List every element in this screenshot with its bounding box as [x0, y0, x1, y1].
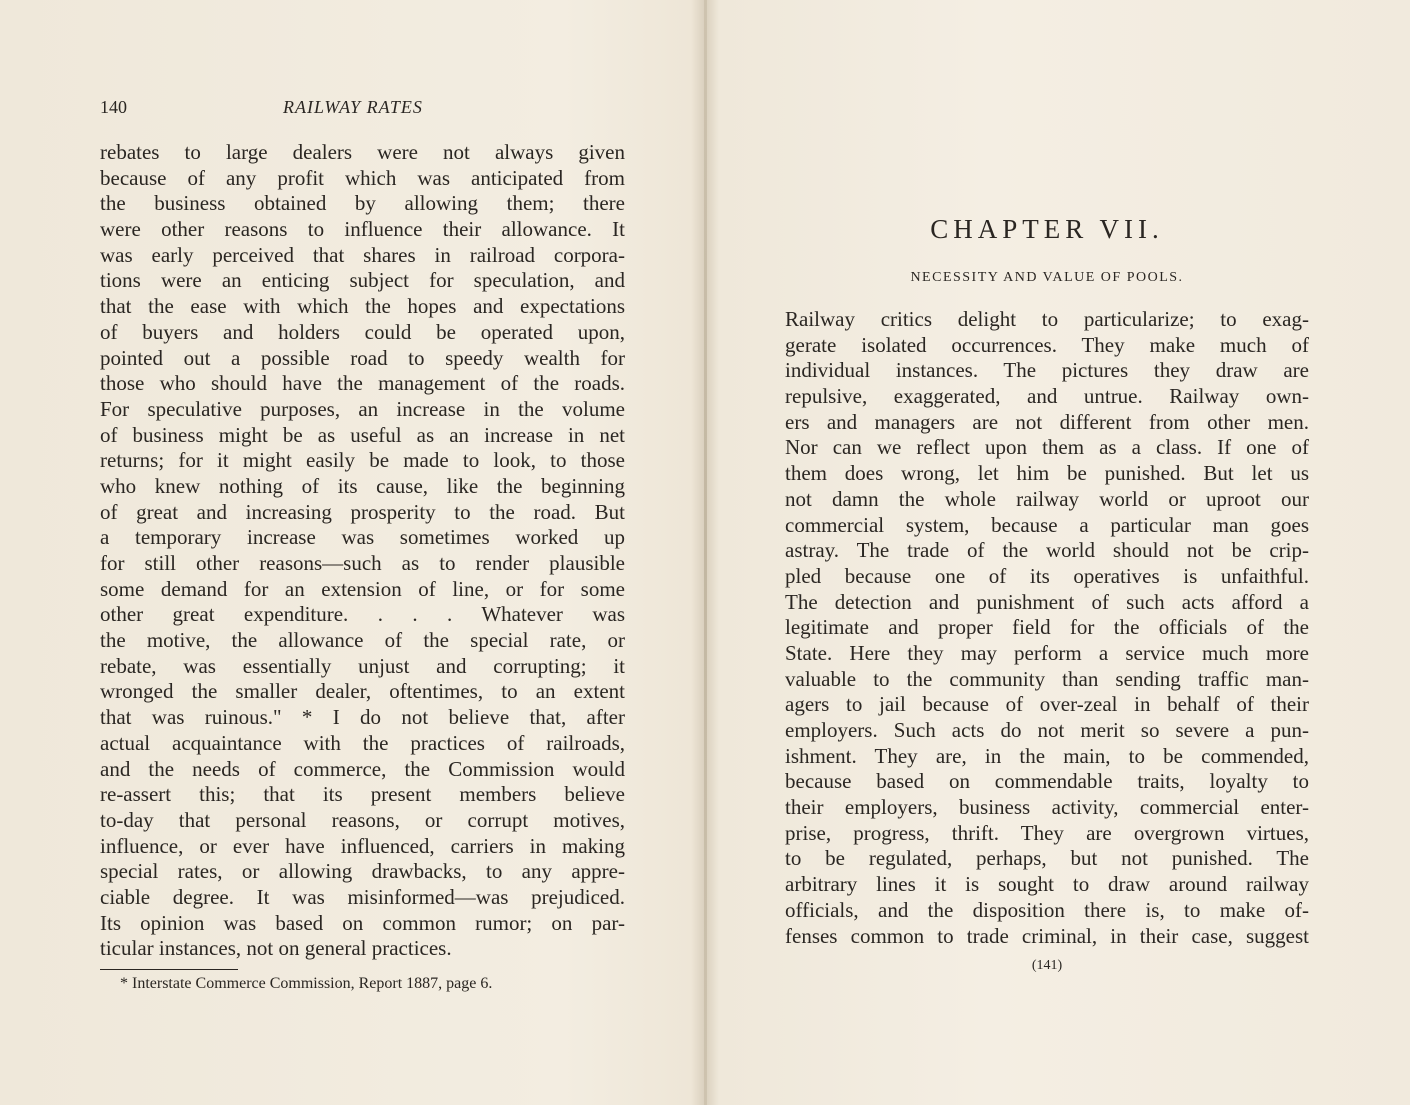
text-line: because of any profit which was anticipated from	[100, 165, 625, 190]
text-line: a temporary increase was sometimes worked up	[100, 525, 625, 550]
text-line: for still other reasons—such as to render plausible	[100, 551, 625, 575]
left-page	[100, 0, 625, 1105]
text-line: ishment. They are, in the main, to be commended,	[785, 743, 1309, 768]
right-page-text	[785, 307, 1309, 949]
text-line: The detection and punishment of such acts afford a	[785, 589, 1309, 614]
text-line: Railway critics delight to particularize; to exag-	[785, 307, 1309, 331]
text-line: repulsive, exaggerated, and untrue. Railway own-	[785, 384, 1309, 409]
text-line: Nor can we reflect upon them as a class. If one of	[785, 435, 1309, 460]
text-line: was early perceived that shares in railroad corpora-	[100, 242, 625, 267]
text-line: the motive, the allowance of the special rate, or	[100, 628, 625, 653]
text-line: re-assert this; that its present members believe	[100, 782, 625, 807]
text-line: returns; for it might easily be made to look, to those	[100, 448, 625, 473]
text-line: wronged the smaller dealer, oftentimes, to an extent	[100, 679, 625, 704]
folio-number: (141)	[1031, 958, 1063, 973]
text-line: officials, and the disposition there is, to make of-	[785, 897, 1309, 922]
text-line: valuable to the community than sending traffic man-	[785, 666, 1309, 691]
text-line: because based on commendable traits, loyalty to	[785, 769, 1309, 794]
text-line: individual instances. The pictures they draw are	[785, 358, 1309, 383]
text-line: some demand for an extension of line, or for some	[100, 576, 625, 601]
text-line: legitimate and proper field for the officials of the	[785, 615, 1309, 640]
text-line: fenses common to trade criminal, in their case, suggest	[785, 923, 1309, 948]
footnote: * Interstate Commerce Commission, Report 1887, page 6.	[120, 975, 493, 992]
text-line: Its opinion was based on common rumor; on par-	[100, 910, 625, 935]
text-line: those who should have the management of the roads.	[100, 371, 625, 396]
text-line: of buyers and holders could be operated upon,	[100, 319, 625, 344]
text-line: their employers, business activity, commercial enter-	[785, 795, 1309, 820]
text-line: ers and managers are not different from other men.	[785, 409, 1309, 434]
text-line: not damn the whole railway world or uproot our	[785, 486, 1309, 511]
text-line: other great expenditure. . . . Whatever was	[100, 602, 625, 627]
text-line: ticular instances, not on general practices.	[100, 936, 452, 961]
text-line: rebates to large dealers were not always given	[100, 140, 625, 164]
text-line: State. Here they may perform a service much more	[785, 640, 1309, 665]
text-line: that was ruinous." * I do not believe that, after	[100, 705, 625, 730]
left-page-text	[100, 140, 625, 962]
text-line: that the ease with which the hopes and expectations	[100, 294, 625, 319]
text-line: special rates, or allowing drawbacks, to any appre-	[100, 859, 625, 884]
text-line: For speculative purposes, an increase in the volume	[100, 396, 625, 421]
text-line: to be regulated, perhaps, but not punished. The	[785, 846, 1309, 871]
text-line: and the needs of commerce, the Commission would	[100, 756, 625, 781]
text-line: commercial system, because a particular man goes	[785, 512, 1309, 537]
text-line: ciable degree. It was misinformed—was prejudiced.	[100, 884, 625, 909]
text-line: pointed out a possible road to speedy wealth for	[100, 345, 625, 370]
right-page	[785, 0, 1309, 1105]
chapter-title: CHAPTER VII.	[930, 214, 1164, 244]
text-line: actual acquaintance with the practices of railroads,	[100, 730, 625, 755]
text-line: arbitrary lines it is sought to draw around railway	[785, 872, 1309, 897]
text-line: them does wrong, let him be punished. But let us	[785, 461, 1309, 486]
text-line: influence, or ever have influenced, carriers in making	[100, 833, 625, 858]
footnote-rule	[100, 969, 238, 970]
chapter-subtitle: NECESSITY AND VALUE OF POOLS.	[910, 270, 1184, 285]
text-line: rebate, was essentially unjust and corrupting; it	[100, 653, 625, 678]
running-title: RAILWAY RATES	[283, 97, 423, 117]
text-line: of business might be as useful as an increase in net	[100, 422, 625, 447]
text-line: pled because one of its operatives is unfaithful.	[785, 563, 1309, 588]
text-line: the business obtained by allowing them; there	[100, 191, 625, 216]
text-line: were other reasons to influence their allowance. It	[100, 217, 625, 242]
book-gutter	[704, 0, 707, 1105]
text-line: to-day that personal reasons, or corrupt motives,	[100, 807, 625, 832]
text-line: of great and increasing prosperity to the road. But	[100, 499, 625, 524]
text-line: tions were an enticing subject for speculation, and	[100, 268, 625, 293]
text-line: who knew nothing of its cause, like the beginning	[100, 473, 625, 498]
text-line: prise, progress, thrift. They are overgrown virtues,	[785, 820, 1309, 845]
text-line: agers to jail because of over-zeal in behalf of their	[785, 692, 1309, 717]
page-number: 140	[100, 97, 127, 117]
text-line: employers. Such acts do not merit so severe a pun-	[785, 718, 1309, 742]
text-line: astray. The trade of the world should not be crip-	[785, 538, 1309, 563]
text-line: gerate isolated occurrences. They make much of	[785, 332, 1309, 357]
running-head	[100, 97, 625, 121]
